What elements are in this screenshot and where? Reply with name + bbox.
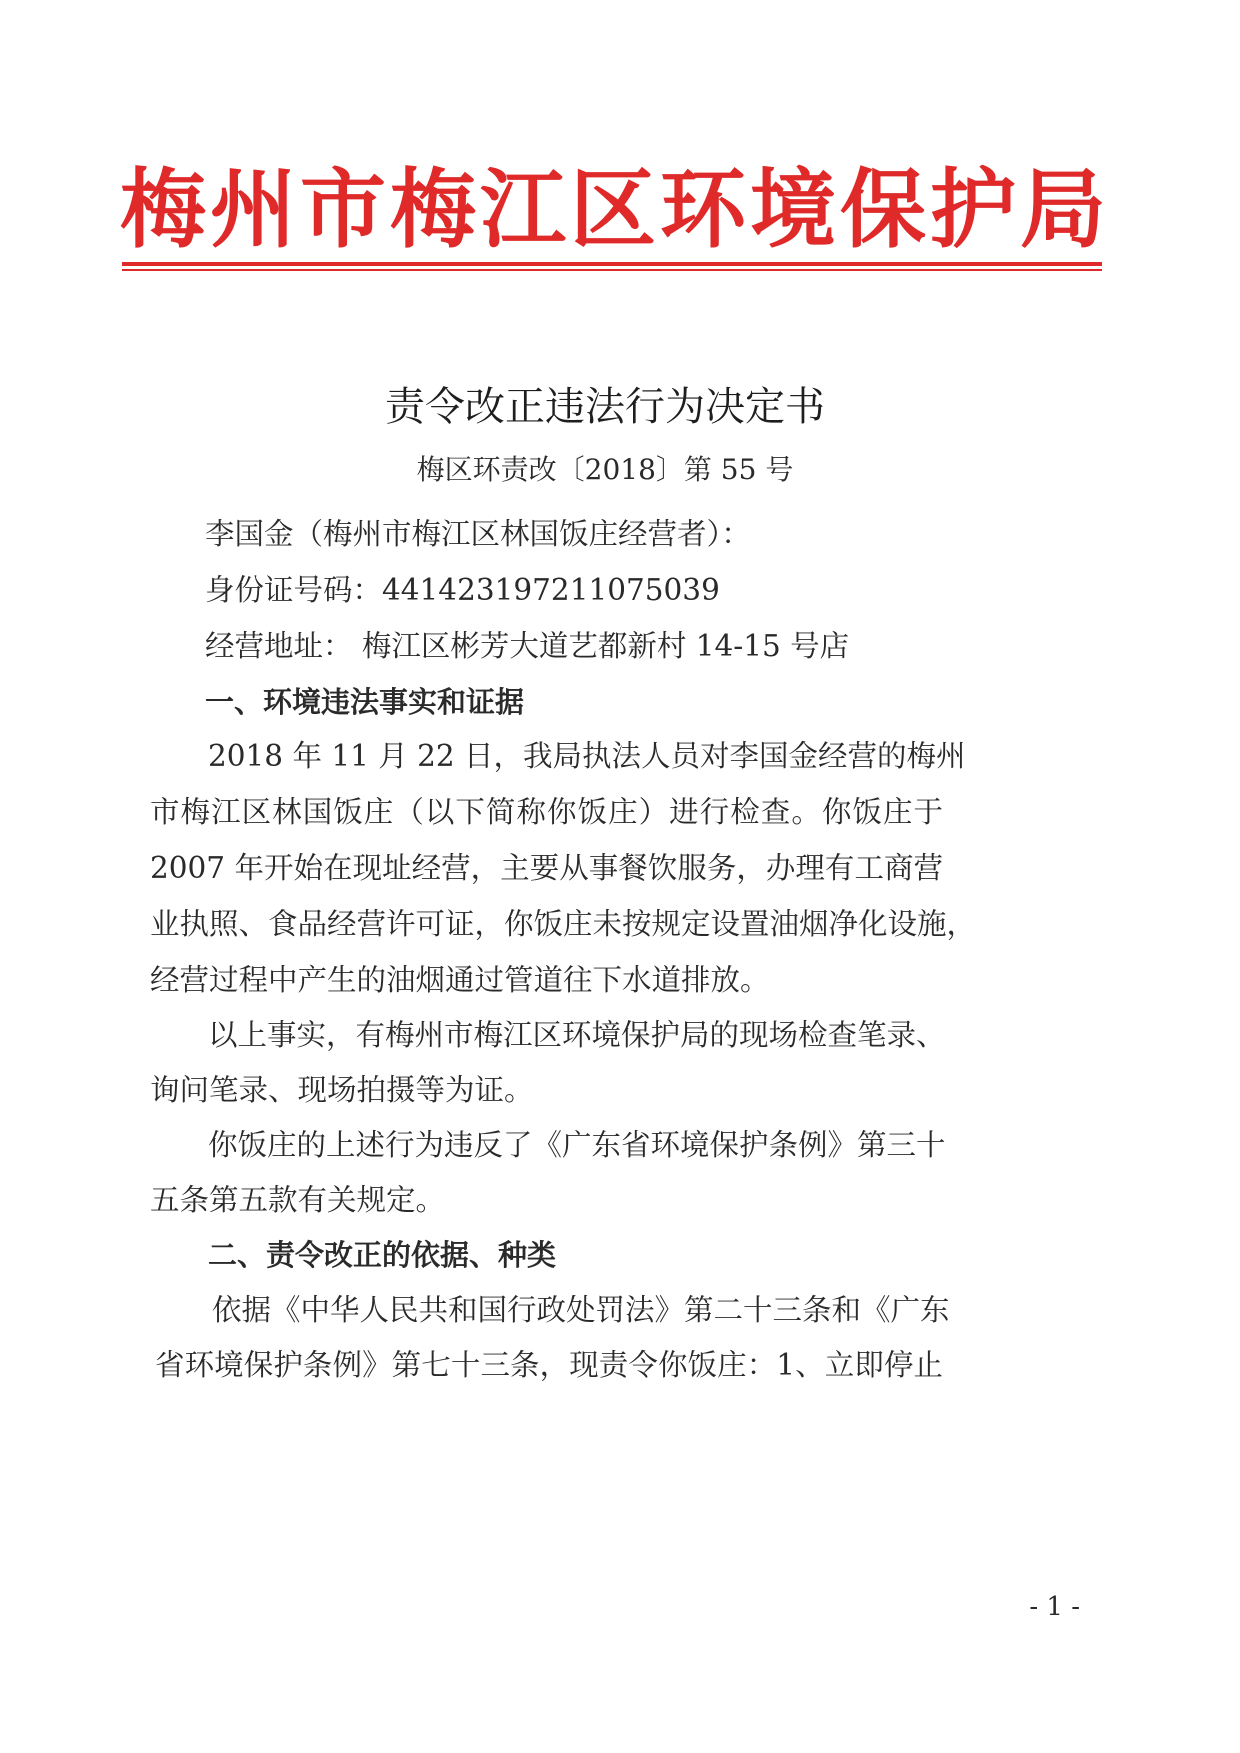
section2-para1-line: 依据《中华人民共和国行政处罚法》第二十三条和《广东 bbox=[212, 1293, 950, 1327]
section1-para2-line: 以上事实，有梅州市梅江区环境保护局的现场检查笔录、 bbox=[208, 1018, 946, 1052]
section2-para1-line: 省环境保护条例》第七十三条，现责令你饭庄：1、立即停止 bbox=[155, 1348, 943, 1382]
recipient-address: 经营地址： 梅江区彬芳大道艺都新村 14-15 号店 bbox=[205, 629, 850, 663]
letterhead-title: 梅州市梅江区环境保护局 bbox=[120, 159, 1110, 260]
section1-para1-line: 2018 年 11 月 22 日，我局执法人员对李国金经营的梅州 bbox=[208, 739, 966, 773]
section1-para1-line: 业执照、食品经营许可证，你饭庄未按规定设置油烟净化设施， bbox=[150, 907, 977, 941]
recipient-id: 身份证号码：441423197211075039 bbox=[205, 573, 720, 607]
recipient-name: 李国金（梅州市梅江区林国饭庄经营者）： bbox=[205, 517, 751, 551]
page-number: - 1 - bbox=[1029, 1592, 1080, 1622]
section1-para1-line: 经营过程中产生的油烟通过管道往下水道排放。 bbox=[150, 963, 770, 997]
document-title: 责令改正违法行为决定书 bbox=[385, 384, 825, 430]
section2-heading: 二、责令改正的依据、种类 bbox=[208, 1238, 557, 1272]
section1-para3-line: 五条第五款有关规定。 bbox=[150, 1183, 446, 1217]
section1-para1-line: 2007 年开始在现址经营，主要从事餐饮服务，办理有工商营 bbox=[150, 851, 943, 885]
section1-heading: 一、环境违法事实和证据 bbox=[205, 685, 525, 719]
letterhead-rule-thick bbox=[122, 262, 1102, 266]
section1-para1-line: 市梅江区林国饭庄（以下简称你饭庄）进行检查。你饭庄于 bbox=[150, 795, 943, 829]
section1-para3-line: 你饭庄的上述行为违反了《广东省环境保护条例》第三十 bbox=[208, 1128, 946, 1162]
section1-para2-line: 询问笔录、现场拍摄等为证。 bbox=[150, 1073, 534, 1107]
document-number: 梅区环责改〔2018〕第 55 号 bbox=[416, 453, 794, 486]
letterhead-rule-thin bbox=[122, 269, 1102, 271]
